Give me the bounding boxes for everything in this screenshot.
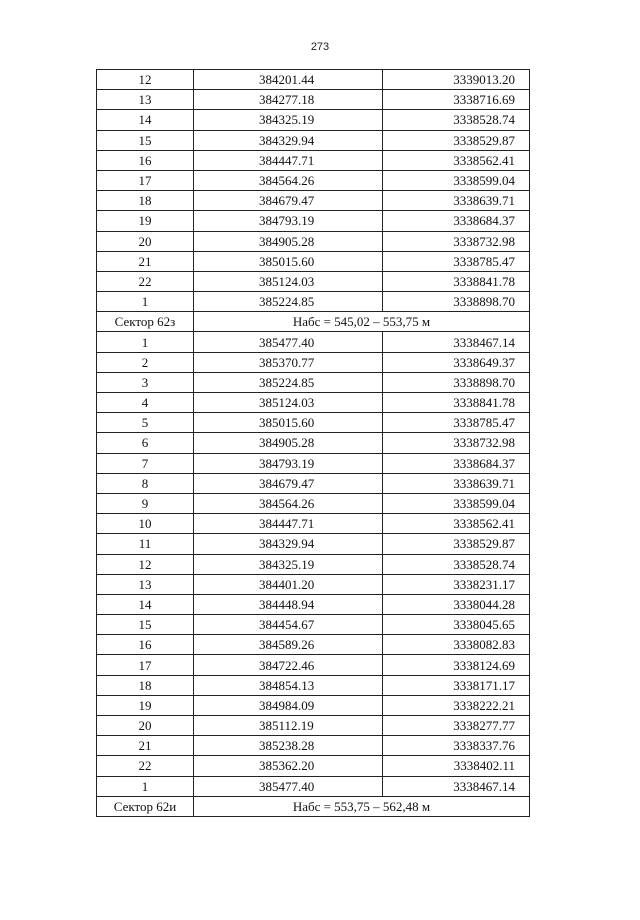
y-coordinate-cell: 3338716.69 xyxy=(383,90,530,110)
y-coordinate-cell: 3338124.69 xyxy=(383,655,530,675)
point-number-cell: 11 xyxy=(97,534,194,554)
point-number-cell: 16 xyxy=(97,150,194,170)
point-number-cell: 15 xyxy=(97,615,194,635)
table-row xyxy=(97,675,530,695)
point-number-cell: 2 xyxy=(97,352,194,372)
elevation-range: Набс = 545,02 – 553,75 м xyxy=(194,312,530,332)
point-number-cell: 8 xyxy=(97,473,194,493)
table-row xyxy=(97,170,530,190)
point-number-cell: 15 xyxy=(97,130,194,150)
y-coordinate-cell: 3338639.71 xyxy=(383,191,530,211)
x-coordinate-cell: 384329.94 xyxy=(194,534,383,554)
table-row xyxy=(97,271,530,291)
y-coordinate-cell: 3338785.47 xyxy=(383,251,530,271)
point-number-cell: 21 xyxy=(97,251,194,271)
table-row xyxy=(97,393,530,413)
point-number-cell: 16 xyxy=(97,635,194,655)
x-coordinate-cell: 384454.67 xyxy=(194,615,383,635)
sector-label: Сектор 62з xyxy=(97,312,194,332)
x-coordinate-cell: 385124.03 xyxy=(194,393,383,413)
x-coordinate-cell: 385015.60 xyxy=(194,413,383,433)
table-row xyxy=(97,332,530,352)
point-number-cell: 19 xyxy=(97,695,194,715)
point-number-cell: 13 xyxy=(97,574,194,594)
y-coordinate-cell: 3338171.17 xyxy=(383,675,530,695)
table-row xyxy=(97,90,530,110)
y-coordinate-cell: 3338402.11 xyxy=(383,756,530,776)
y-coordinate-cell: 3339013.20 xyxy=(383,70,530,90)
y-coordinate-cell: 3338785.47 xyxy=(383,413,530,433)
point-number-cell: 22 xyxy=(97,271,194,291)
x-coordinate-cell: 384325.19 xyxy=(194,110,383,130)
point-number-cell: 20 xyxy=(97,716,194,736)
y-coordinate-cell: 3338222.21 xyxy=(383,695,530,715)
y-coordinate-cell: 3338529.87 xyxy=(383,130,530,150)
point-number-cell: 1 xyxy=(97,292,194,312)
x-coordinate-cell: 384589.26 xyxy=(194,635,383,655)
table-row xyxy=(97,756,530,776)
page-number: 273 xyxy=(310,41,330,53)
table-row xyxy=(97,493,530,513)
y-coordinate-cell: 3338044.28 xyxy=(383,594,530,614)
table-row xyxy=(97,130,530,150)
y-coordinate-cell: 3338562.41 xyxy=(383,150,530,170)
y-coordinate-cell: 3338467.14 xyxy=(383,776,530,796)
x-coordinate-cell: 385224.85 xyxy=(194,292,383,312)
coordinates-table-body xyxy=(97,70,530,817)
point-number-cell: 14 xyxy=(97,110,194,130)
point-number-cell: 13 xyxy=(97,90,194,110)
x-coordinate-cell: 384984.09 xyxy=(194,695,383,715)
table-row xyxy=(97,716,530,736)
table-row xyxy=(97,615,530,635)
y-coordinate-cell: 3338898.70 xyxy=(383,372,530,392)
point-number-cell: 9 xyxy=(97,493,194,513)
x-coordinate-cell: 385362.20 xyxy=(194,756,383,776)
table-row xyxy=(97,473,530,493)
point-number-cell: 14 xyxy=(97,594,194,614)
point-number-cell: 20 xyxy=(97,231,194,251)
x-coordinate-cell: 385477.40 xyxy=(194,332,383,352)
table-row xyxy=(97,110,530,130)
point-number-cell: 7 xyxy=(97,453,194,473)
x-coordinate-cell: 384793.19 xyxy=(194,211,383,231)
table-row xyxy=(97,534,530,554)
y-coordinate-cell: 3338841.78 xyxy=(383,271,530,291)
point-number-cell: 1 xyxy=(97,776,194,796)
y-coordinate-cell: 3338599.04 xyxy=(383,493,530,513)
y-coordinate-cell: 3338467.14 xyxy=(383,332,530,352)
table-row xyxy=(97,70,530,90)
x-coordinate-cell: 384722.46 xyxy=(194,655,383,675)
y-coordinate-cell: 3338841.78 xyxy=(383,393,530,413)
point-number-cell: 12 xyxy=(97,554,194,574)
x-coordinate-cell: 385238.28 xyxy=(194,736,383,756)
coordinates-table xyxy=(96,69,530,817)
point-number-cell: 18 xyxy=(97,191,194,211)
sector-label: Сектор 62и xyxy=(97,796,194,816)
point-number-cell: 3 xyxy=(97,372,194,392)
table-row xyxy=(97,231,530,251)
x-coordinate-cell: 384448.94 xyxy=(194,594,383,614)
table-row xyxy=(97,776,530,796)
table-row xyxy=(97,372,530,392)
y-coordinate-cell: 3338639.71 xyxy=(383,473,530,493)
y-coordinate-cell: 3338082.83 xyxy=(383,635,530,655)
point-number-cell: 6 xyxy=(97,433,194,453)
point-number-cell: 5 xyxy=(97,413,194,433)
y-coordinate-cell: 3338649.37 xyxy=(383,352,530,372)
y-coordinate-cell: 3338732.98 xyxy=(383,433,530,453)
x-coordinate-cell: 384793.19 xyxy=(194,453,383,473)
y-coordinate-cell: 3338337.76 xyxy=(383,736,530,756)
x-coordinate-cell: 384277.18 xyxy=(194,90,383,110)
y-coordinate-cell: 3338528.74 xyxy=(383,554,530,574)
table-row xyxy=(97,655,530,675)
y-coordinate-cell: 3338562.41 xyxy=(383,514,530,534)
table-row xyxy=(97,695,530,715)
x-coordinate-cell: 384564.26 xyxy=(194,170,383,190)
point-number-cell: 17 xyxy=(97,655,194,675)
table-row xyxy=(97,292,530,312)
y-coordinate-cell: 3338684.37 xyxy=(383,453,530,473)
x-coordinate-cell: 384447.71 xyxy=(194,150,383,170)
x-coordinate-cell: 384679.47 xyxy=(194,473,383,493)
table-row xyxy=(97,453,530,473)
sector-header-row xyxy=(97,796,530,816)
table-row xyxy=(97,554,530,574)
table-row xyxy=(97,413,530,433)
sector-header-row xyxy=(97,312,530,332)
table-row xyxy=(97,594,530,614)
point-number-cell: 17 xyxy=(97,170,194,190)
x-coordinate-cell: 384401.20 xyxy=(194,574,383,594)
y-coordinate-cell: 3338045.65 xyxy=(383,615,530,635)
table-row xyxy=(97,514,530,534)
x-coordinate-cell: 384905.28 xyxy=(194,231,383,251)
y-coordinate-cell: 3338528.74 xyxy=(383,110,530,130)
point-number-cell: 19 xyxy=(97,211,194,231)
y-coordinate-cell: 3338599.04 xyxy=(383,170,530,190)
x-coordinate-cell: 385015.60 xyxy=(194,251,383,271)
x-coordinate-cell: 384905.28 xyxy=(194,433,383,453)
point-number-cell: 4 xyxy=(97,393,194,413)
y-coordinate-cell: 3338277.77 xyxy=(383,716,530,736)
x-coordinate-cell: 384564.26 xyxy=(194,493,383,513)
x-coordinate-cell: 384854.13 xyxy=(194,675,383,695)
table-row xyxy=(97,736,530,756)
x-coordinate-cell: 385224.85 xyxy=(194,372,383,392)
table-row xyxy=(97,211,530,231)
y-coordinate-cell: 3338732.98 xyxy=(383,231,530,251)
elevation-range: Набс = 553,75 – 562,48 м xyxy=(194,796,530,816)
point-number-cell: 10 xyxy=(97,514,194,534)
table-row xyxy=(97,251,530,271)
x-coordinate-cell: 384329.94 xyxy=(194,130,383,150)
table-row xyxy=(97,352,530,372)
point-number-cell: 22 xyxy=(97,756,194,776)
table-row xyxy=(97,150,530,170)
x-coordinate-cell: 384679.47 xyxy=(194,191,383,211)
table-row xyxy=(97,635,530,655)
x-coordinate-cell: 385112.19 xyxy=(194,716,383,736)
y-coordinate-cell: 3338231.17 xyxy=(383,574,530,594)
point-number-cell: 1 xyxy=(97,332,194,352)
x-coordinate-cell: 384201.44 xyxy=(194,70,383,90)
x-coordinate-cell: 384325.19 xyxy=(194,554,383,574)
y-coordinate-cell: 3338684.37 xyxy=(383,211,530,231)
table-row xyxy=(97,191,530,211)
x-coordinate-cell: 385370.77 xyxy=(194,352,383,372)
point-number-cell: 18 xyxy=(97,675,194,695)
x-coordinate-cell: 385124.03 xyxy=(194,271,383,291)
x-coordinate-cell: 384447.71 xyxy=(194,514,383,534)
y-coordinate-cell: 3338898.70 xyxy=(383,292,530,312)
point-number-cell: 21 xyxy=(97,736,194,756)
table-row xyxy=(97,433,530,453)
point-number-cell: 12 xyxy=(97,70,194,90)
table-row xyxy=(97,574,530,594)
y-coordinate-cell: 3338529.87 xyxy=(383,534,530,554)
x-coordinate-cell: 385477.40 xyxy=(194,776,383,796)
